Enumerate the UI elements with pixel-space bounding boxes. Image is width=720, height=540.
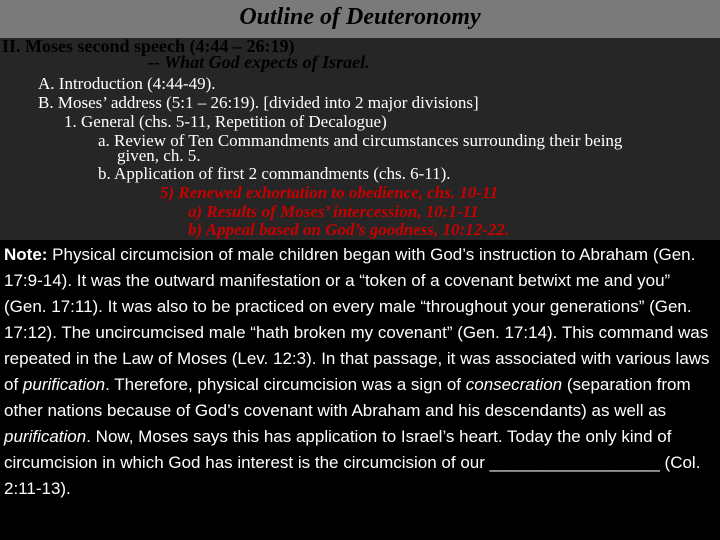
note-text-3: (separation from other nations because of God’s covenant with Abraham and his descendants) as well as bbox=[4, 375, 691, 420]
outline-item-b1b5: 5) Renewed exhortation to obedience, chs. 10-11 bbox=[160, 183, 499, 202]
outline-item-b1a-line2: given, ch. 5. bbox=[117, 146, 201, 165]
note-paragraph bbox=[4, 242, 716, 502]
outline-item-b1a-line1: a. Review of Ten Commandments and circumstances surrounding their being bbox=[98, 131, 623, 150]
outline-item-b1b5b: b) Appeal based on God’s goodness, 10:12-22. bbox=[188, 220, 510, 239]
outline-item-b1b5a: a) Results of Moses’ intercession, 10:1-11 bbox=[188, 202, 479, 221]
note-label: Note: bbox=[4, 245, 48, 264]
note-emphasis-purification-2: purification bbox=[4, 427, 87, 446]
note-text-1: Physical circumcision of male children began with God’s instruction to Abraham (Gen. 17:9-14). It was the outward manifestation or a “token of a covenant betwixt me and you” (Gen. 17:11). It was also to be practiced on every male “throughout your generations” (Gen. 17:12). The uncircumcised male “hath broken my covenant” (Gen. 17:14). This command was repeated in the Law of Moses (Lev. 12:3). In that passage, it was associated with various laws of bbox=[4, 245, 710, 394]
outline-item-a: A. Introduction (4:44-49). bbox=[38, 74, 216, 93]
outline-section-heading: II. Moses second speech (4:44 – 26:19) bbox=[2, 36, 295, 56]
outline-section-subheading: -- What God expects of Israel. bbox=[148, 52, 370, 72]
outline-item-b: B. Moses’ address (5:1 – 26:19). [divided into 2 major divisions] bbox=[38, 93, 479, 112]
note-text-4: . Now, Moses says this has application to Israel’s heart. Today the only kind of circumcision in which God has interest is the circumcision of our __________________ (Col. 2:11-13). bbox=[4, 427, 701, 498]
note-emphasis-consecration: consecration bbox=[465, 375, 563, 394]
outline-item-b1: 1. General (chs. 5-11, Repetition of Decalogue) bbox=[64, 112, 387, 131]
note-emphasis-purification-1: purification bbox=[22, 375, 106, 394]
note-text-2: . Therefore, physical circumcision was a sign of bbox=[105, 375, 466, 394]
slide-title: Outline of Deuteronomy bbox=[239, 4, 481, 30]
outline-item-b1b: b. Application of first 2 commandments (chs. 6-11). bbox=[98, 164, 451, 183]
